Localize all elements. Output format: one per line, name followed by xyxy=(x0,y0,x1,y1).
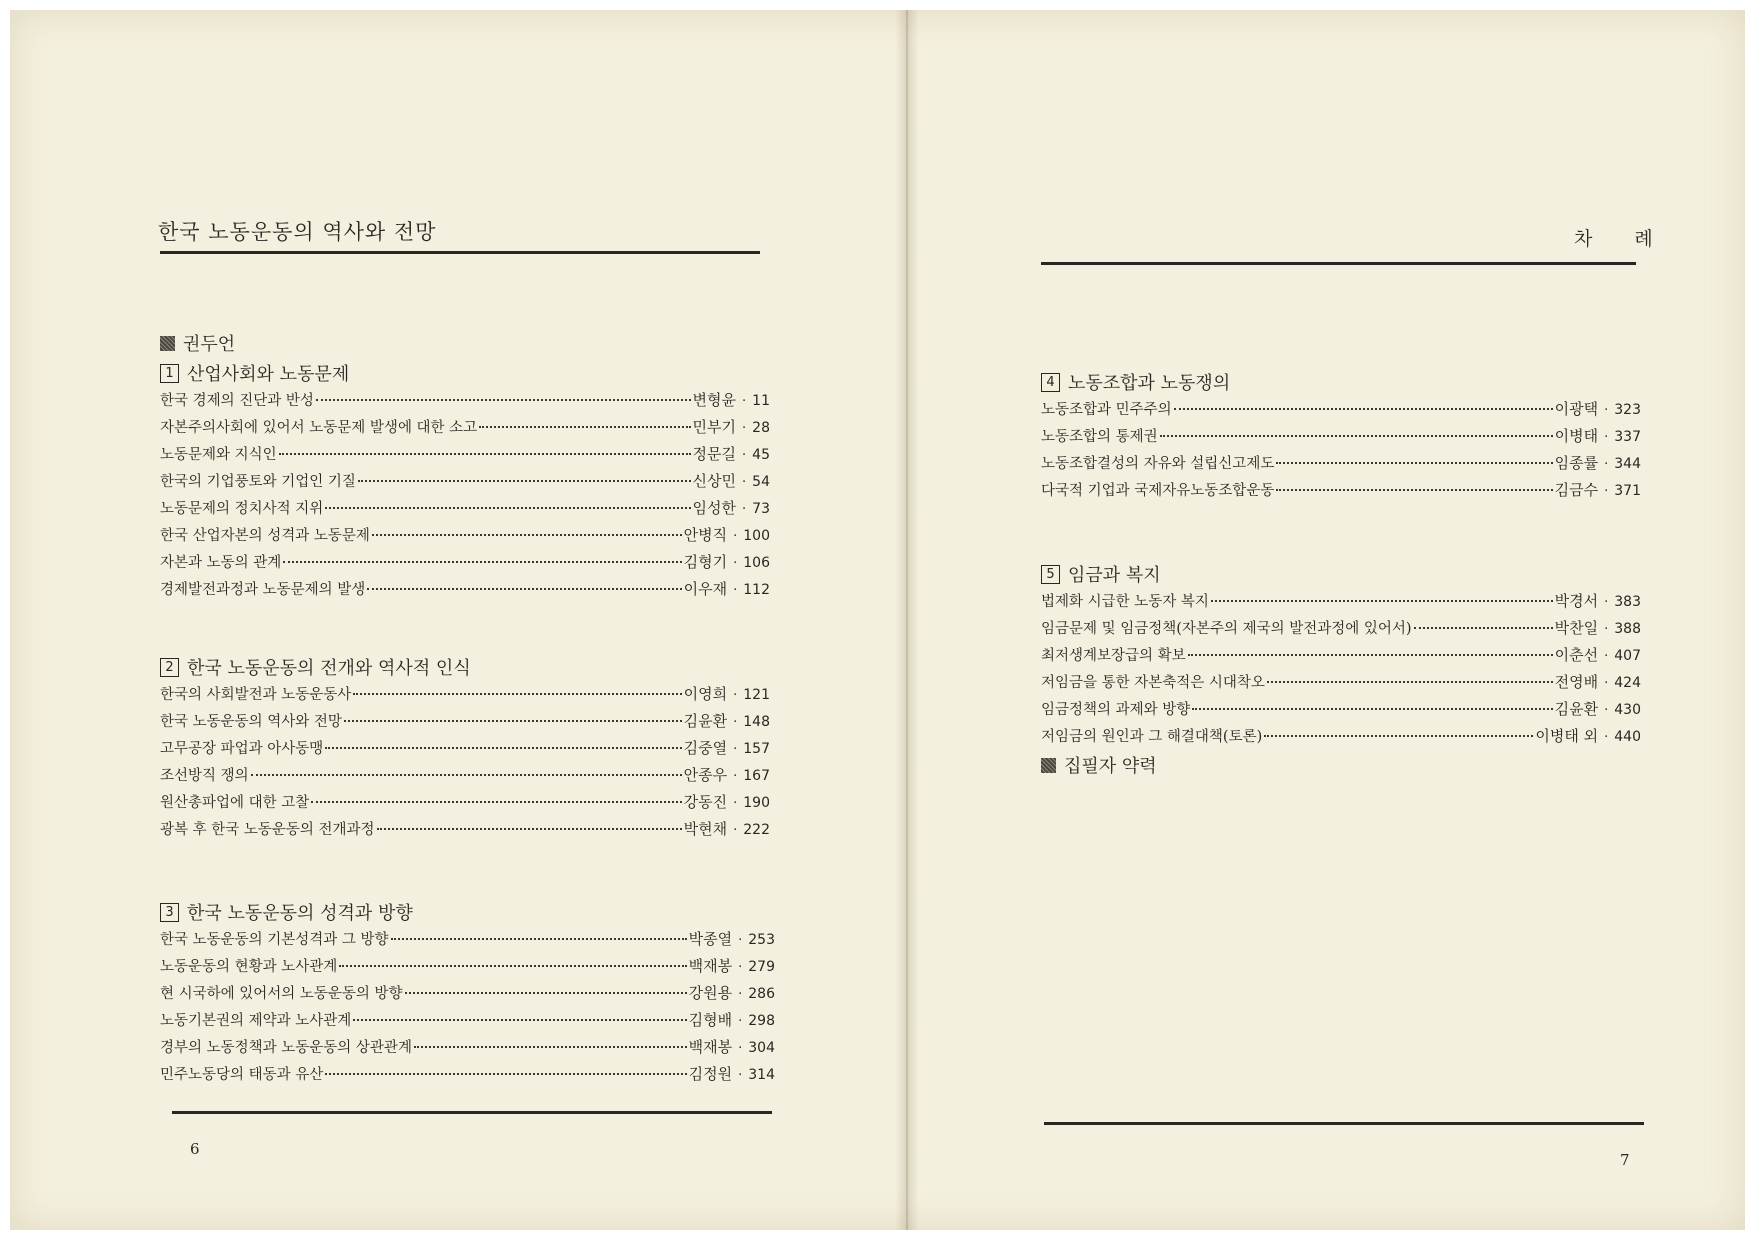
entry-page: 106 xyxy=(743,555,770,571)
header-rule xyxy=(1041,262,1636,265)
book-title: 한국 노동운동의 역사와 전망 xyxy=(158,220,437,244)
dot-leader xyxy=(251,774,682,776)
dot-leader xyxy=(1192,708,1552,710)
entry-author: 임성한 xyxy=(692,499,737,517)
section-number: 1 xyxy=(160,364,179,383)
separator-dot: · xyxy=(1604,649,1609,664)
entry-author: 김중열 xyxy=(683,739,728,757)
entry-page: 100 xyxy=(743,528,770,544)
entry-page: 148 xyxy=(743,714,770,730)
entry-author: 김형배 xyxy=(688,1011,733,1029)
right-page xyxy=(919,10,1745,1230)
entry-title: 노동조합결성의 자유와 설립신고제도 xyxy=(1041,456,1275,472)
entry-author: 김정원 xyxy=(688,1065,733,1083)
separator-dot: · xyxy=(742,394,747,409)
entry-title: 한국의 사회발전과 노동운동사 xyxy=(160,687,352,703)
toc-entry xyxy=(160,1036,775,1063)
dot-leader xyxy=(405,992,687,994)
entry-title: 한국 산업자본의 성격과 노동문제 xyxy=(160,528,370,544)
toc-entry xyxy=(160,443,770,470)
dot-leader xyxy=(344,720,682,722)
toc-entry xyxy=(160,1063,775,1090)
entry-page: 314 xyxy=(748,1067,775,1083)
toc-entry xyxy=(160,683,770,710)
entry-page: 112 xyxy=(743,582,770,598)
entry-author: 강원용 xyxy=(688,984,733,1002)
separator-dot: · xyxy=(1604,457,1609,472)
toc-entry xyxy=(160,928,775,955)
entry-page: 45 xyxy=(752,447,770,463)
entry-author: 김윤환 xyxy=(683,712,728,730)
toc-entry xyxy=(160,955,775,982)
left-page xyxy=(10,10,895,1230)
toc-entry xyxy=(160,737,770,764)
entry-author: 정문길 xyxy=(692,445,737,463)
toc-entry xyxy=(1041,671,1641,698)
separator-dot: · xyxy=(1604,430,1609,445)
dot-leader xyxy=(1160,435,1553,437)
toc-entry xyxy=(160,578,770,605)
entry-page: 54 xyxy=(752,474,770,490)
dot-leader xyxy=(358,480,691,482)
separator-dot: · xyxy=(733,715,738,730)
separator-dot: · xyxy=(733,529,738,544)
entry-author: 박경서 xyxy=(1554,592,1599,610)
toc-entry xyxy=(160,1009,775,1036)
toc-entry xyxy=(160,470,770,497)
page-number: 7 xyxy=(1620,1151,1630,1169)
entry-author: 박현채 xyxy=(683,820,728,838)
section-heading xyxy=(1041,560,1641,588)
entry-title: 원산총파업에 대한 고찰 xyxy=(160,795,310,811)
entry-page: 73 xyxy=(752,501,770,517)
contributors-label: 집필자 약력 xyxy=(1064,756,1157,777)
entry-page: 407 xyxy=(1614,648,1641,664)
separator-dot: · xyxy=(1604,730,1609,745)
entry-page: 371 xyxy=(1614,483,1641,499)
preface-label: 권두언 xyxy=(183,334,236,355)
entry-page: 440 xyxy=(1614,729,1641,745)
entry-page: 383 xyxy=(1614,594,1641,610)
entry-author: 박찬일 xyxy=(1554,619,1599,637)
dot-leader xyxy=(1188,654,1553,656)
entry-author: 이병태 외 xyxy=(1535,727,1599,745)
entry-page: 190 xyxy=(743,795,770,811)
section-heading xyxy=(160,653,770,681)
separator-dot: · xyxy=(1604,595,1609,610)
entry-title: 민주노동당의 태동과 유산 xyxy=(160,1067,324,1083)
entry-title: 한국 경제의 진단과 반성 xyxy=(160,393,314,409)
entry-list xyxy=(160,928,775,1090)
toc-entry xyxy=(1041,452,1641,479)
separator-dot: · xyxy=(733,742,738,757)
contents-header: 차 례 xyxy=(1574,228,1671,250)
entry-title: 다국적 기업과 국제자유노동조합운동 xyxy=(1041,483,1275,499)
section-4 xyxy=(1041,368,1641,506)
section-number: 4 xyxy=(1041,373,1060,392)
title-rule xyxy=(160,251,760,254)
entry-author: 이광택 xyxy=(1554,400,1599,418)
entry-page: 11 xyxy=(752,393,770,409)
dot-leader xyxy=(377,828,682,830)
dot-leader xyxy=(325,507,690,509)
dot-leader xyxy=(339,965,686,967)
separator-dot: · xyxy=(742,421,747,436)
separator-dot: · xyxy=(1604,403,1609,418)
entry-title: 한국의 기업풍토와 기업인 기질 xyxy=(160,474,356,490)
entry-author: 김윤환 xyxy=(1554,700,1599,718)
toc-entry xyxy=(160,416,770,443)
section-2 xyxy=(160,653,770,845)
entry-title: 현 시국하에 있어서의 노동운동의 방향 xyxy=(160,986,403,1002)
entry-title: 노동문제의 정치사적 지위 xyxy=(160,501,324,517)
book-gutter xyxy=(895,10,919,1230)
entry-page: 424 xyxy=(1614,675,1641,691)
entry-list xyxy=(160,389,770,605)
toc-entry xyxy=(160,524,770,551)
separator-dot: · xyxy=(738,987,743,1002)
separator-dot: · xyxy=(1604,703,1609,718)
entry-author: 민부기 xyxy=(692,418,737,436)
entry-author: 강동진 xyxy=(683,793,728,811)
entry-author: 신상민 xyxy=(692,472,737,490)
entry-title: 노동문제와 지식인 xyxy=(160,447,277,463)
entry-title: 저임금의 원인과 그 해결대책(토론) xyxy=(1041,729,1263,745)
entry-author: 김금수 xyxy=(1554,481,1599,499)
toc-entry xyxy=(1041,425,1641,452)
dot-leader xyxy=(1414,627,1553,629)
entry-title: 법제화 시급한 노동자 복지 xyxy=(1041,594,1209,610)
separator-dot: · xyxy=(1604,484,1609,499)
entry-author: 이우재 xyxy=(683,580,728,598)
section-number: 2 xyxy=(160,658,179,677)
entry-page: 298 xyxy=(748,1013,775,1029)
dot-leader xyxy=(1264,735,1533,737)
toc-entry xyxy=(160,710,770,737)
dot-leader xyxy=(372,534,682,536)
separator-dot: · xyxy=(733,583,738,598)
entry-author: 백재봉 xyxy=(688,1038,733,1056)
entry-title: 노동기본권의 제약과 노사관계 xyxy=(160,1013,352,1029)
entry-title: 경제발전과정과 노동문제의 발생 xyxy=(160,582,366,598)
bottom-rule xyxy=(1044,1122,1644,1125)
section-heading xyxy=(160,359,770,387)
section-heading xyxy=(1041,368,1641,396)
entry-title: 노동운동의 현황과 노사관계 xyxy=(160,959,338,975)
entry-title: 임금정책의 과제와 방향 xyxy=(1041,702,1191,718)
entry-page: 304 xyxy=(748,1040,775,1056)
entry-title: 노동조합의 통제권 xyxy=(1041,429,1158,445)
entry-title: 고무공장 파업과 아사동맹 xyxy=(160,741,324,757)
dot-leader xyxy=(325,1073,686,1075)
dot-leader xyxy=(353,1019,686,1021)
dot-leader xyxy=(353,693,681,695)
toc-entry xyxy=(160,497,770,524)
separator-dot: · xyxy=(733,556,738,571)
dot-leader xyxy=(367,588,681,590)
dot-leader xyxy=(391,938,687,940)
entry-page: 28 xyxy=(752,420,770,436)
toc-entry xyxy=(1041,590,1641,617)
entry-title: 한국 노동운동의 기본성격과 그 방향 xyxy=(160,932,389,948)
dot-leader xyxy=(479,426,690,428)
dot-leader xyxy=(1276,489,1552,491)
section-5 xyxy=(1041,560,1641,752)
separator-dot: · xyxy=(733,796,738,811)
entry-title: 경부의 노동정책과 노동운동의 상관관계 xyxy=(160,1040,412,1056)
section-title: 노동조합과 노동쟁의 xyxy=(1068,373,1231,394)
entry-page: 253 xyxy=(748,932,775,948)
entry-title: 자본주의사회에 있어서 노동문제 발생에 대한 소고 xyxy=(160,420,478,436)
entry-title: 임금문제 및 임금정책(자본주의 제국의 발전과정에 있어서) xyxy=(1041,621,1412,637)
entry-author: 변형윤 xyxy=(692,391,737,409)
entry-page: 279 xyxy=(748,959,775,975)
section-title: 한국 노동운동의 전개와 역사적 인식 xyxy=(187,658,471,679)
entry-page: 430 xyxy=(1614,702,1641,718)
bottom-rule xyxy=(172,1111,772,1114)
preface-heading xyxy=(160,330,235,356)
separator-dot: · xyxy=(738,960,743,975)
entry-title: 광복 후 한국 노동운동의 전개과정 xyxy=(160,822,375,838)
dot-leader xyxy=(414,1046,687,1048)
entry-author: 이병태 xyxy=(1554,427,1599,445)
toc-entry xyxy=(160,764,770,791)
square-bullet-icon xyxy=(160,336,175,351)
toc-entry xyxy=(160,791,770,818)
section-title: 한국 노동운동의 성격과 방향 xyxy=(187,903,413,924)
toc-entry xyxy=(1041,644,1641,671)
entry-page: 286 xyxy=(748,986,775,1002)
entry-list xyxy=(1041,398,1641,506)
entry-page: 337 xyxy=(1614,429,1641,445)
dot-leader xyxy=(325,747,681,749)
dot-leader xyxy=(1276,462,1552,464)
entry-title: 한국 노동운동의 역사와 전망 xyxy=(160,714,342,730)
entry-title: 자본과 노동의 관계 xyxy=(160,555,282,571)
section-3 xyxy=(160,898,775,1090)
entry-page: 222 xyxy=(743,822,770,838)
separator-dot: · xyxy=(738,1041,743,1056)
dot-leader xyxy=(1211,600,1553,602)
entry-list xyxy=(1041,590,1641,752)
section-title: 임금과 복지 xyxy=(1068,565,1161,586)
toc-entry xyxy=(160,389,770,416)
entry-page: 388 xyxy=(1614,621,1641,637)
section-title: 산업사회와 노동문제 xyxy=(187,364,350,385)
entry-title: 저임금을 통한 자본축적은 시대착오 xyxy=(1041,675,1265,691)
section-number: 3 xyxy=(160,903,179,922)
separator-dot: · xyxy=(1604,622,1609,637)
separator-dot: · xyxy=(1604,676,1609,691)
dot-leader xyxy=(1267,681,1553,683)
entry-author: 안종우 xyxy=(683,766,728,784)
dot-leader xyxy=(1174,408,1553,410)
section-1 xyxy=(160,359,770,605)
entry-author: 백재봉 xyxy=(688,957,733,975)
separator-dot: · xyxy=(733,769,738,784)
toc-entry xyxy=(160,818,770,845)
entry-title: 최저생계보장급의 확보 xyxy=(1041,648,1186,664)
toc-entry xyxy=(1041,398,1641,425)
entry-list xyxy=(160,683,770,845)
separator-dot: · xyxy=(742,475,747,490)
toc-entry xyxy=(1041,725,1641,752)
separator-dot: · xyxy=(738,1068,743,1083)
toc-entry xyxy=(1041,698,1641,725)
entry-title: 노동조합과 민주주의 xyxy=(1041,402,1172,418)
dot-leader xyxy=(311,801,681,803)
entry-author: 안병직 xyxy=(683,526,728,544)
dot-leader xyxy=(279,453,691,455)
toc-entry xyxy=(160,982,775,1009)
square-bullet-icon xyxy=(1041,758,1056,773)
separator-dot: · xyxy=(733,688,738,703)
separator-dot: · xyxy=(742,448,747,463)
entry-author: 김형기 xyxy=(683,553,728,571)
dot-leader xyxy=(316,399,691,401)
dot-leader xyxy=(283,561,681,563)
section-number: 5 xyxy=(1041,565,1060,584)
entry-author: 이영희 xyxy=(683,685,728,703)
entry-author: 박종열 xyxy=(688,930,733,948)
toc-entry xyxy=(1041,617,1641,644)
entry-page: 167 xyxy=(743,768,770,784)
separator-dot: · xyxy=(742,502,747,517)
entry-page: 344 xyxy=(1614,456,1641,472)
toc-entry xyxy=(160,551,770,578)
separator-dot: · xyxy=(733,823,738,838)
contributors-heading xyxy=(1041,752,1157,778)
separator-dot: · xyxy=(738,1014,743,1029)
toc-entry xyxy=(1041,479,1641,506)
entry-page: 323 xyxy=(1614,402,1641,418)
entry-author: 임종률 xyxy=(1554,454,1599,472)
separator-dot: · xyxy=(738,933,743,948)
section-heading xyxy=(160,898,775,926)
entry-author: 이춘선 xyxy=(1554,646,1599,664)
book-spread xyxy=(10,10,1745,1230)
entry-author: 전영배 xyxy=(1554,673,1599,691)
entry-title: 조선방직 쟁의 xyxy=(160,768,249,784)
entry-page: 121 xyxy=(743,687,770,703)
page-number: 6 xyxy=(190,1140,200,1158)
entry-page: 157 xyxy=(743,741,770,757)
